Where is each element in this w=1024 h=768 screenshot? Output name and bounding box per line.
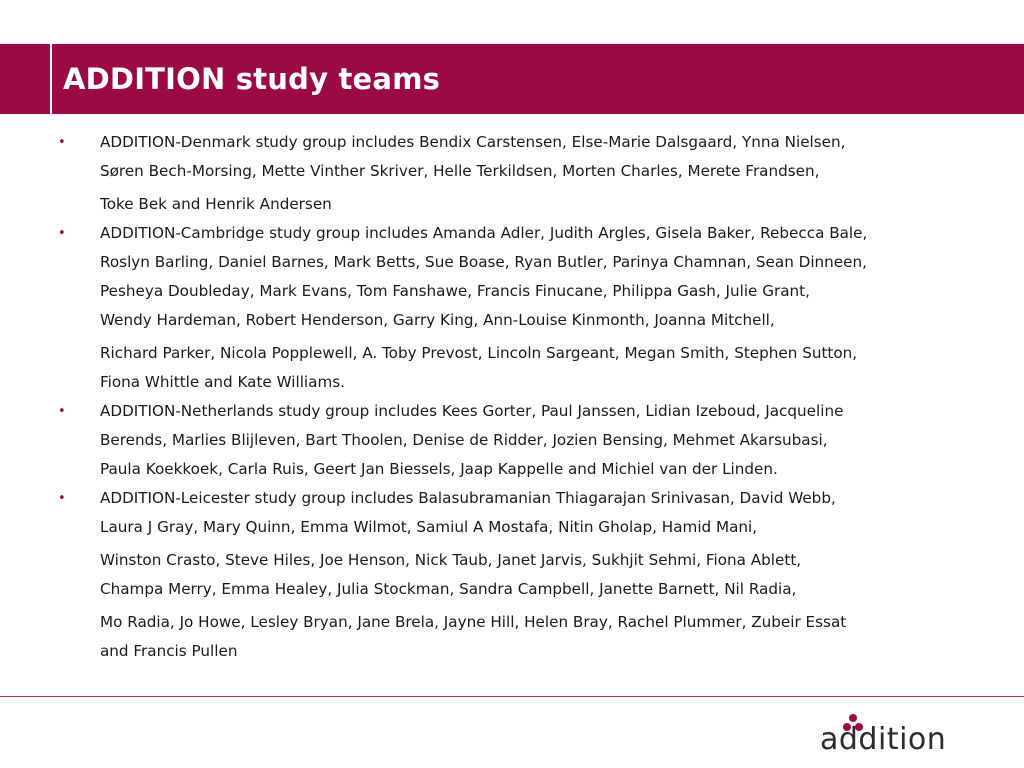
- text-line: Paula Koekkoek, Carla Ruis, Geert Jan Biessels, Jaap Kappelle and Michiel van der Linden.: [100, 460, 778, 478]
- text-line: Søren Bech-Morsing, Mette Vinther Skriver, Helle Terkildsen, Morten Charles, Merete Frandsen,: [100, 162, 820, 180]
- text-line: ADDITION-Netherlands study group includes Kees Gorter, Paul Janssen, Lidian Izeboud, Jacqueline: [100, 402, 844, 420]
- title-divider: [50, 44, 52, 114]
- list-item: [58, 484, 988, 666]
- bullet-mark-icon: •: [58, 404, 66, 419]
- bullet-paragraph: [100, 339, 988, 397]
- bullet-paragraph: [100, 546, 988, 604]
- text-line: ADDITION-Cambridge study group includes Amanda Adler, Judith Argles, Gisela Baker, Rebecca Bale,: [100, 224, 868, 242]
- bullet-paragraph: [100, 484, 988, 542]
- text-line: Roslyn Barling, Daniel Barnes, Mark Betts, Sue Boase, Ryan Butler, Parinya Chamnan, Sean Dinneen,: [100, 253, 867, 271]
- list-item: [58, 397, 988, 484]
- text-line: Pesheya Doubleday, Mark Evans, Tom Fanshawe, Francis Finucane, Philippa Gash, Julie Grant,: [100, 282, 810, 300]
- bullet-paragraph: [100, 397, 988, 484]
- bullet-mark-icon: •: [58, 226, 66, 241]
- addition-logo: [820, 712, 960, 762]
- text-line: Wendy Hardeman, Robert Henderson, Garry King, Ann-Louise Kinmonth, Joanna Mitchell,: [100, 311, 775, 329]
- logo-text: addition: [820, 722, 947, 757]
- text-line: ADDITION-Denmark study group includes Bendix Carstensen, Else-Marie Dalsgaard, Ynna Nielsen,: [100, 133, 846, 151]
- text-line: Toke Bek and Henrik Andersen: [100, 195, 332, 213]
- text-line: ADDITION-Leicester study group includes Balasubramanian Thiagarajan Srinivasan, David Webb,: [100, 489, 836, 507]
- bullet-list: [58, 128, 988, 666]
- bullet-paragraph: [100, 128, 988, 186]
- bottom-divider: [0, 696, 1024, 697]
- text-line: and Francis Pullen: [100, 642, 238, 660]
- bullet-mark-icon: •: [58, 491, 66, 506]
- bullet-paragraph: [100, 219, 988, 335]
- bullet-paragraph: [100, 190, 988, 219]
- text-line: Laura J Gray, Mary Quinn, Emma Wilmot, Samiul A Mostafa, Nitin Gholap, Hamid Mani,: [100, 518, 758, 536]
- list-item: [58, 128, 988, 219]
- slide-title: ADDITION study teams: [63, 62, 441, 96]
- text-line: Winston Crasto, Steve Hiles, Joe Henson, Nick Taub, Janet Jarvis, Sukhjit Sehmi, Fiona Ablett,: [100, 551, 802, 569]
- list-item: [58, 219, 988, 397]
- bullet-paragraph: [100, 608, 988, 666]
- text-line: Richard Parker, Nicola Popplewell, A. Toby Prevost, Lincoln Sargeant, Megan Smith, Stephen Sutton,: [100, 344, 858, 362]
- bullet-mark-icon: •: [58, 135, 66, 150]
- text-line: Mo Radia, Jo Howe, Lesley Bryan, Jane Brela, Jayne Hill, Helen Bray, Rachel Plummer, Zubeir Essat: [100, 613, 847, 631]
- text-line: Champa Merry, Emma Healey, Julia Stockman, Sandra Campbell, Janette Barnett, Nil Radia,: [100, 580, 797, 598]
- text-line: Berends, Marlies Blijleven, Bart Thoolen, Denise de Ridder, Jozien Bensing, Mehmet Akarsubasi,: [100, 431, 828, 449]
- text-line: Fiona Whittle and Kate Williams.: [100, 373, 345, 391]
